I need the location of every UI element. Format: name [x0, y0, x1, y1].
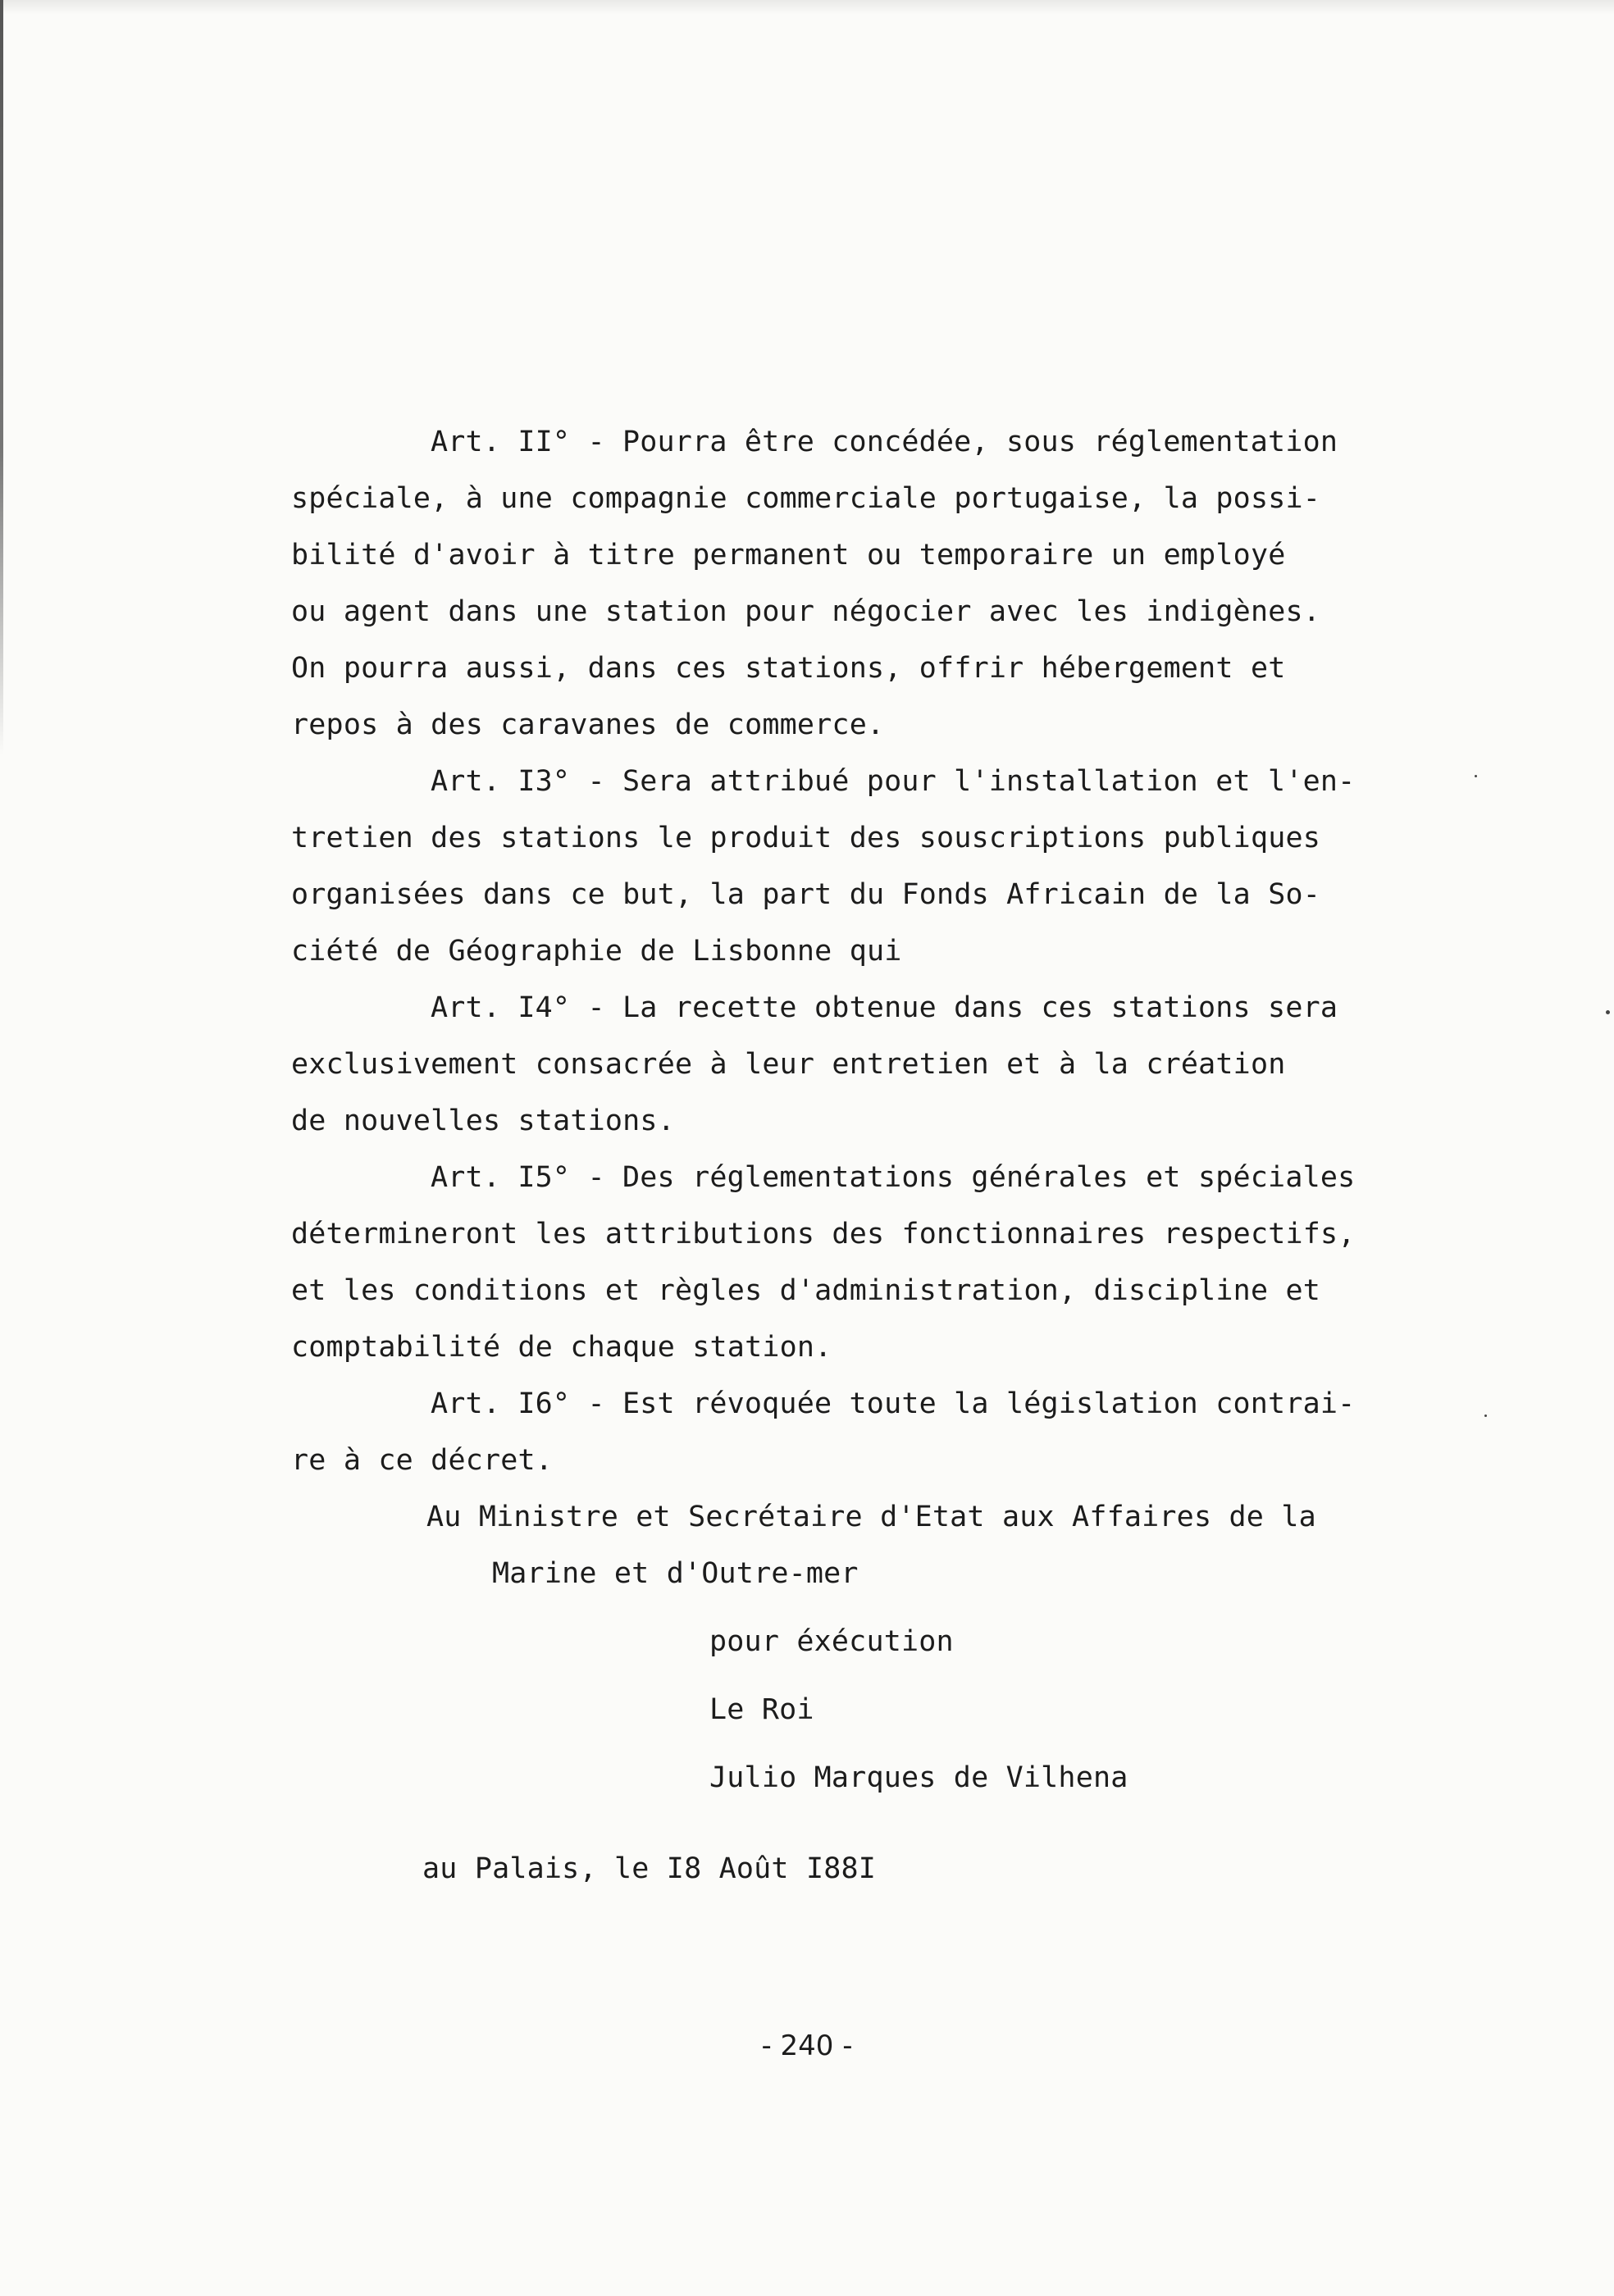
- spacer: [291, 1829, 1521, 1841]
- article-line: comptabilité de chaque station.: [291, 1331, 832, 1364]
- article-line: On pourra aussi, dans ces stations, offrir hébergement et: [291, 652, 1286, 685]
- article-line: re à ce décret.: [291, 1444, 554, 1477]
- article-line: exclusivement consacrée à leur entretien et à la création: [291, 1048, 1286, 1081]
- signature-block: [291, 1614, 1521, 1806]
- article-line: Art. I3° - Sera attribué pour l'installation et l'en-: [431, 765, 1356, 798]
- scan-top-noise: [0, 0, 1614, 15]
- article-line: ou agent dans une station pour négocier avec les indigènes.: [291, 595, 1321, 628]
- article-line: et les conditions et règles d'administration, discipline et: [291, 1274, 1321, 1307]
- article-line: tretien des stations le produit des souscriptions publiques: [291, 822, 1321, 854]
- signatory-king: Le Roi: [709, 1693, 814, 1726]
- execution-note: pour éxécution: [709, 1625, 954, 1658]
- spacer: [291, 1738, 1521, 1750]
- spacer: [291, 1602, 1521, 1614]
- scan-speck: [1484, 1414, 1487, 1417]
- article-line: bilité d'avoir à titre permanent ou temporaire un employé: [291, 539, 1286, 572]
- addressee-line: Au Ministre et Secrétaire d'Etat aux Affaires de la: [426, 1501, 1316, 1533]
- article-line: ciété de Géographie de Lisbonne qui: [291, 935, 902, 968]
- article-14: [291, 980, 1521, 1150]
- page-number: - 240 -: [761, 2029, 853, 2062]
- spacer: [291, 1670, 1521, 1682]
- scan-speck: [1606, 1010, 1610, 1014]
- article-line: détermineront les attributions des fonctionnaires respectifs,: [291, 1218, 1356, 1250]
- addressee-block: [291, 1489, 1521, 1602]
- article-line: repos à des caravanes de commerce.: [291, 708, 885, 741]
- article-line: spéciale, à une compagnie commerciale portugaise, la possi-: [291, 482, 1321, 515]
- article-11: [291, 414, 1521, 754]
- place-date: au Palais, le I8 Août I88I: [422, 1852, 877, 1885]
- scan-speck: [1475, 775, 1477, 777]
- article-line: Art. I5° - Des réglementations générales et spéciales: [431, 1161, 1356, 1194]
- article-line: Art. II° - Pourra être concédée, sous réglementation: [431, 426, 1338, 458]
- article-line: Art. I4° - La recette obtenue dans ces stations sera: [431, 991, 1338, 1024]
- addressee-line: Marine et d'Outre-mer: [492, 1557, 859, 1590]
- article-line: de nouvelles stations.: [291, 1105, 675, 1137]
- signatory-minister: Julio Marques de Vilhena: [709, 1761, 1128, 1794]
- document-body: [291, 414, 1521, 1897]
- article-13: [291, 754, 1521, 980]
- article-line: organisées dans ce but, la part du Fonds Africain de la So-: [291, 878, 1321, 911]
- spacer: [291, 1818, 1521, 1829]
- article-16: [291, 1376, 1521, 1489]
- spacer: [291, 1806, 1521, 1818]
- article-line: Art. I6° - Est révoquée toute la législation contrai-: [431, 1387, 1356, 1420]
- article-15: [291, 1150, 1521, 1376]
- scan-edge-mark: [0, 0, 3, 754]
